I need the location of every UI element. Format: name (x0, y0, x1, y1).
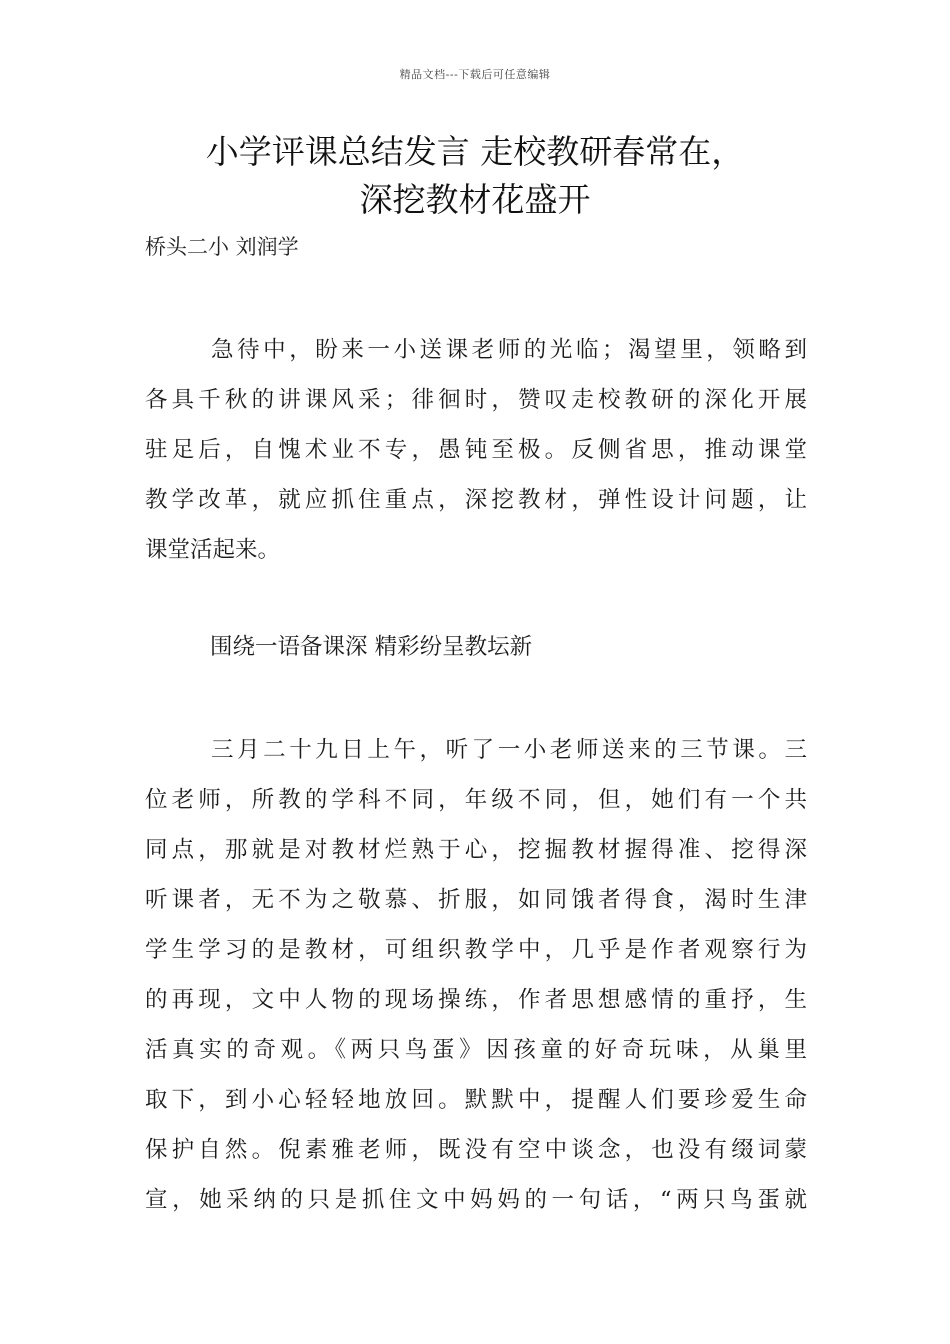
paragraph-1-line: 各具千秋的讲课风采；徘徊时，赞叹走校教研的深化开展 (145, 387, 807, 413)
paragraph-2-line: 宣，她采纳的只是抓住文中妈妈的一句话，“两只鸟蛋就 (145, 1187, 807, 1213)
paragraph-2 (145, 725, 807, 1225)
header-note: 精品文档---下载后可任意编辑 (399, 68, 551, 81)
paragraph-2-line: 活真实的奇观。《两只鸟蛋》因孩童的好奇玩味，从巢里 (145, 1037, 807, 1063)
paragraph-1-line: 驻足后，自愧术业不专，愚钝至极。反侧省思，推动课堂 (145, 437, 807, 463)
title-line-1: 小学评课总结发言 走校教研春常在， (205, 132, 745, 171)
paragraph-2-line: 取下，到小心轻轻地放回。默默中，提醒人们要珍爱生命 (145, 1087, 807, 1113)
section-subheading: 围绕一语备课深 精彩纷呈教坛新 (210, 634, 533, 660)
paragraph-2-line: 位老师，所教的学科不同，年级不同，但，她们有一个共 (145, 787, 807, 813)
author-line: 桥头二小 刘润学 (145, 235, 299, 259)
paragraph-2-line: 听课者，无不为之敬慕、折服，如同饿者得食，渴时生津 (145, 887, 807, 913)
title-line-2: 深挖教材花盛开 (359, 180, 591, 219)
paragraph-2-line: 同点，那就是对教材烂熟于心，挖掘教材握得准、挖得深 (145, 837, 807, 863)
paragraph-2-line: 学生学习的是教材，可组织教学中，几乎是作者观察行为 (145, 937, 807, 963)
document-title (100, 128, 850, 224)
paragraph-1-line: 课堂活起来。 (145, 537, 281, 563)
paragraph-2-line: 保护自然。倪素雅老师，既没有空中谈念，也没有缀词蒙 (145, 1137, 807, 1163)
paragraph-1-line: 教学改革，就应抓住重点，深挖教材，弹性设计问题，让 (145, 487, 807, 513)
paragraph-2-line: 的再现，文中人物的现场操练，作者思想感情的重抒，生 (145, 987, 807, 1013)
paragraph-2-line: 三月二十九日上午，听了一小老师送来的三节课。三 (211, 737, 807, 763)
paragraph-1 (145, 325, 807, 575)
paragraph-1-line: 急待中，盼来一小送课老师的光临；渴望里，领略到 (211, 337, 807, 363)
